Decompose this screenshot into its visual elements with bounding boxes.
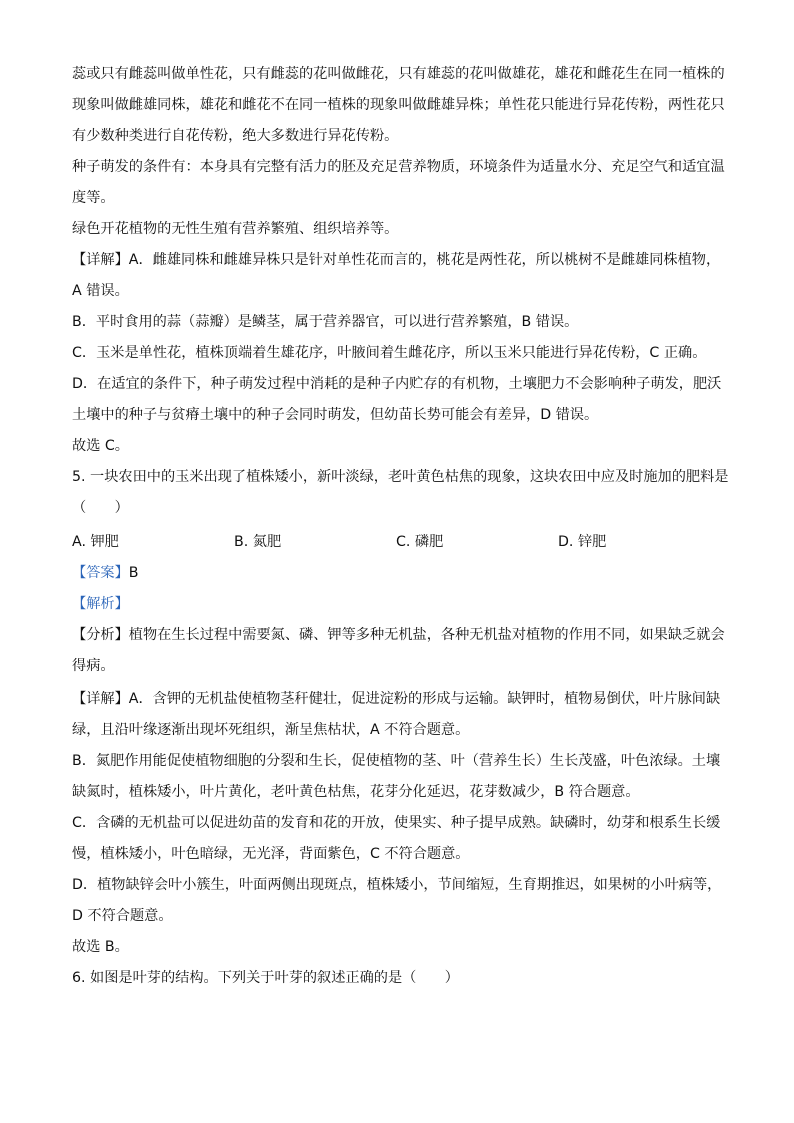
text-line: D．在适宜的条件下，种子萌发过程中消耗的是种子内贮存的有机物，土壤肥力不会影响种子萌发，肥沃: [72, 376, 722, 392]
text-line: 现象叫做雌雄同株，雄花和雌花不在同一植株的现象叫做雌雄异株；单性花只能进行异花传粉，两性花只: [72, 97, 725, 113]
detail-text: A．雌雄同株和雌雄异株只是针对单性花而言的，桃花是两性花，所以桃树不是雌雄同株植物，: [128, 252, 721, 268]
text-line: 缺氮时，植株矮小，叶片黄化，老叶黄色枯焦，花芽分化延迟，花芽数减少，B 符合题意。: [72, 784, 640, 800]
option-b: B. 氮肥: [234, 534, 282, 550]
option-c: C. 磷肥: [396, 534, 444, 550]
text-line: 绿色开花植物的无性生殖有营养繁殖、组织培养等。: [72, 221, 399, 237]
question-5-stem: 5. 一块农田中的玉米出现了植株矮小，新叶淡绿，老叶黄色枯焦的现象，这块农田中应及时施加的肥料是: [72, 469, 729, 485]
analyze-tag: 【分析】: [72, 627, 129, 643]
question-5-bracket: （ ）: [72, 500, 129, 516]
text-line: 度等。: [72, 190, 115, 206]
text-line: 故选 B。: [72, 939, 129, 955]
text-line: 故选 C。: [72, 438, 129, 454]
text-line: B．平时食用的蒜（蒜瓣）是鳞茎，属于营养器官，可以进行营养繁殖，B 错误。: [72, 314, 579, 330]
detail-line: [72, 250, 732, 270]
answer-tag: 【答案】: [72, 565, 129, 581]
text-line: C．玉米是单性花，植株顶端着生雄花序，叶腋间着生雌花序，所以玉米只能进行异花传粉，C 正确。: [72, 345, 707, 361]
text-line: 蕊或只有雌蕊叫做单性花，只有雌蕊的花叫做雌花，只有雄蕊的花叫做雄花，雄花和雌花生在同一植株的: [72, 66, 725, 82]
text-line: 有少数种类进行自花传粉，绝大多数进行异花传粉。: [72, 128, 399, 144]
analysis-tag: 【解析】: [72, 596, 129, 612]
text-line: 绿，且沿叶缘逐渐出现坏死组织，渐呈焦枯状，A 不符合题意。: [72, 722, 470, 738]
answer-value: B: [128, 565, 139, 581]
text-line: D．植物缺锌会叶小簇生，叶面两侧出现斑点，植株矮小，节间缩短，生育期推迟，如果树的小叶病等，: [72, 877, 722, 893]
text-line: C．含磷的无机盐可以促进幼苗的发育和花的开放，使果实、种子提早成熟。缺磷时，幼芽和根系生长缓: [72, 815, 721, 831]
question-6-stem: 6. 如图是叶芽的结构。下列关于叶芽的叙述正确的是（ ）: [72, 970, 459, 986]
text-line: D 不符合题意。: [72, 908, 173, 924]
detail-text: A．含钾的无机盐使植物茎秆健壮，促进淀粉的形成与运输。缺钾时，植物易倒伏，叶片脉间缺: [128, 691, 721, 707]
detail-line: [72, 689, 732, 709]
text-line: 土壤中的种子与贫瘠土壤中的种子会同时萌发，但幼苗长势可能会有差异，D 错误。: [72, 407, 599, 423]
option-a: A. 钾肥: [72, 534, 119, 550]
option-d: D. 锌肥: [558, 534, 607, 550]
text-line: A 错误。: [72, 283, 129, 299]
text-line: B．氮肥作用能促使植物细胞的分裂和生长，促使植物的茎、叶（营养生长）生长茂盛，叶色浓绿。土壤: [72, 753, 721, 769]
answer-line: [72, 563, 732, 583]
text-line: 得病。: [72, 658, 115, 674]
analyze-line: [72, 625, 732, 645]
question-5-options: [72, 532, 732, 552]
analyze-text: 植物在生长过程中需要氮、磷、钾等多种无机盐，各种无机盐对植物的作用不同，如果缺乏就会: [128, 627, 725, 643]
analysis-line: [72, 594, 732, 614]
text-line: 慢，植株矮小，叶色暗绿，无光泽，背面紫色，C 不符合题意。: [72, 846, 470, 862]
detail-tag: 【详解】: [72, 691, 129, 707]
detail-tag: 【详解】: [72, 252, 129, 268]
text-line: 种子萌发的条件有：本身具有完整有活力的胚及充足营养物质，环境条件为适量水分、充足空气和适宜温: [72, 159, 725, 175]
